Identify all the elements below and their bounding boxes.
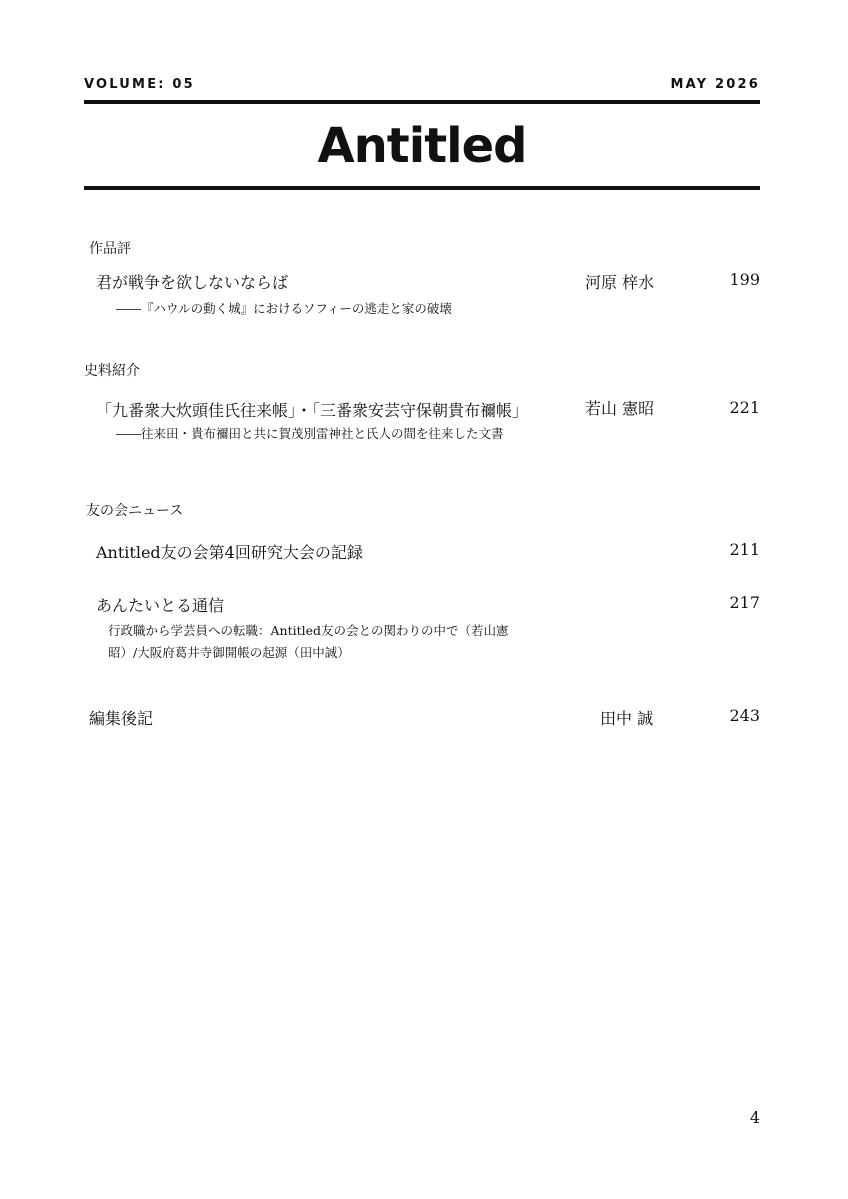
toc-entry-page: 221 (729, 398, 760, 417)
top-rule (84, 100, 760, 104)
toc-entry-title[interactable]: 君が戦争を欲しないならば (96, 273, 289, 292)
toc-entry-author: 田中 誠 (600, 709, 654, 728)
toc-entry-page: 211 (729, 540, 760, 559)
toc-entry-author: 若山 憲昭 (585, 399, 655, 418)
toc-entry-title[interactable]: 「九番衆大炊頭佳氏往来帳」・「三番衆安芸守保朝貴布禰帳」 (96, 401, 529, 420)
toc-entry-title[interactable]: 編集後記 (89, 709, 154, 728)
toc-entry-author: 河原 梓水 (585, 273, 655, 292)
bottom-rule (84, 186, 760, 190)
toc-entry-page: 217 (729, 593, 760, 612)
journal-title: Antitled (317, 118, 527, 174)
page-number: 4 (749, 1108, 760, 1127)
issue-date: MAY 2026 (670, 77, 760, 92)
toc-entry-note: 行政職から学芸員への転職：Antitled友の会との関わりの中で（若山憲昭）/大阪府葛井寺御開帳の起源（田中誠） (108, 623, 509, 660)
section-heading-review: 作品評 (89, 241, 131, 257)
toc-entry-page: 243 (729, 706, 760, 725)
toc-entry-subtitle: ――往来田・貴布禰田と共に賀茂別雷神社と氏人の間を往来した文書 (116, 426, 504, 441)
toc-entry-title[interactable]: Antitled友の会第4回研究大会の記録 (96, 543, 363, 562)
section-heading-source: 史料紹介 (84, 363, 140, 379)
section-heading-news: 友の会ニュース (86, 503, 184, 519)
toc-entry-subtitle: ――『ハウルの動く城』におけるソフィーの逃走と家の破壊 (116, 301, 452, 316)
toc-entry-title[interactable]: あんたいとる通信 (96, 596, 225, 615)
toc-entry-page: 199 (729, 270, 760, 289)
volume-label: VOLUME: 05 (84, 77, 195, 92)
